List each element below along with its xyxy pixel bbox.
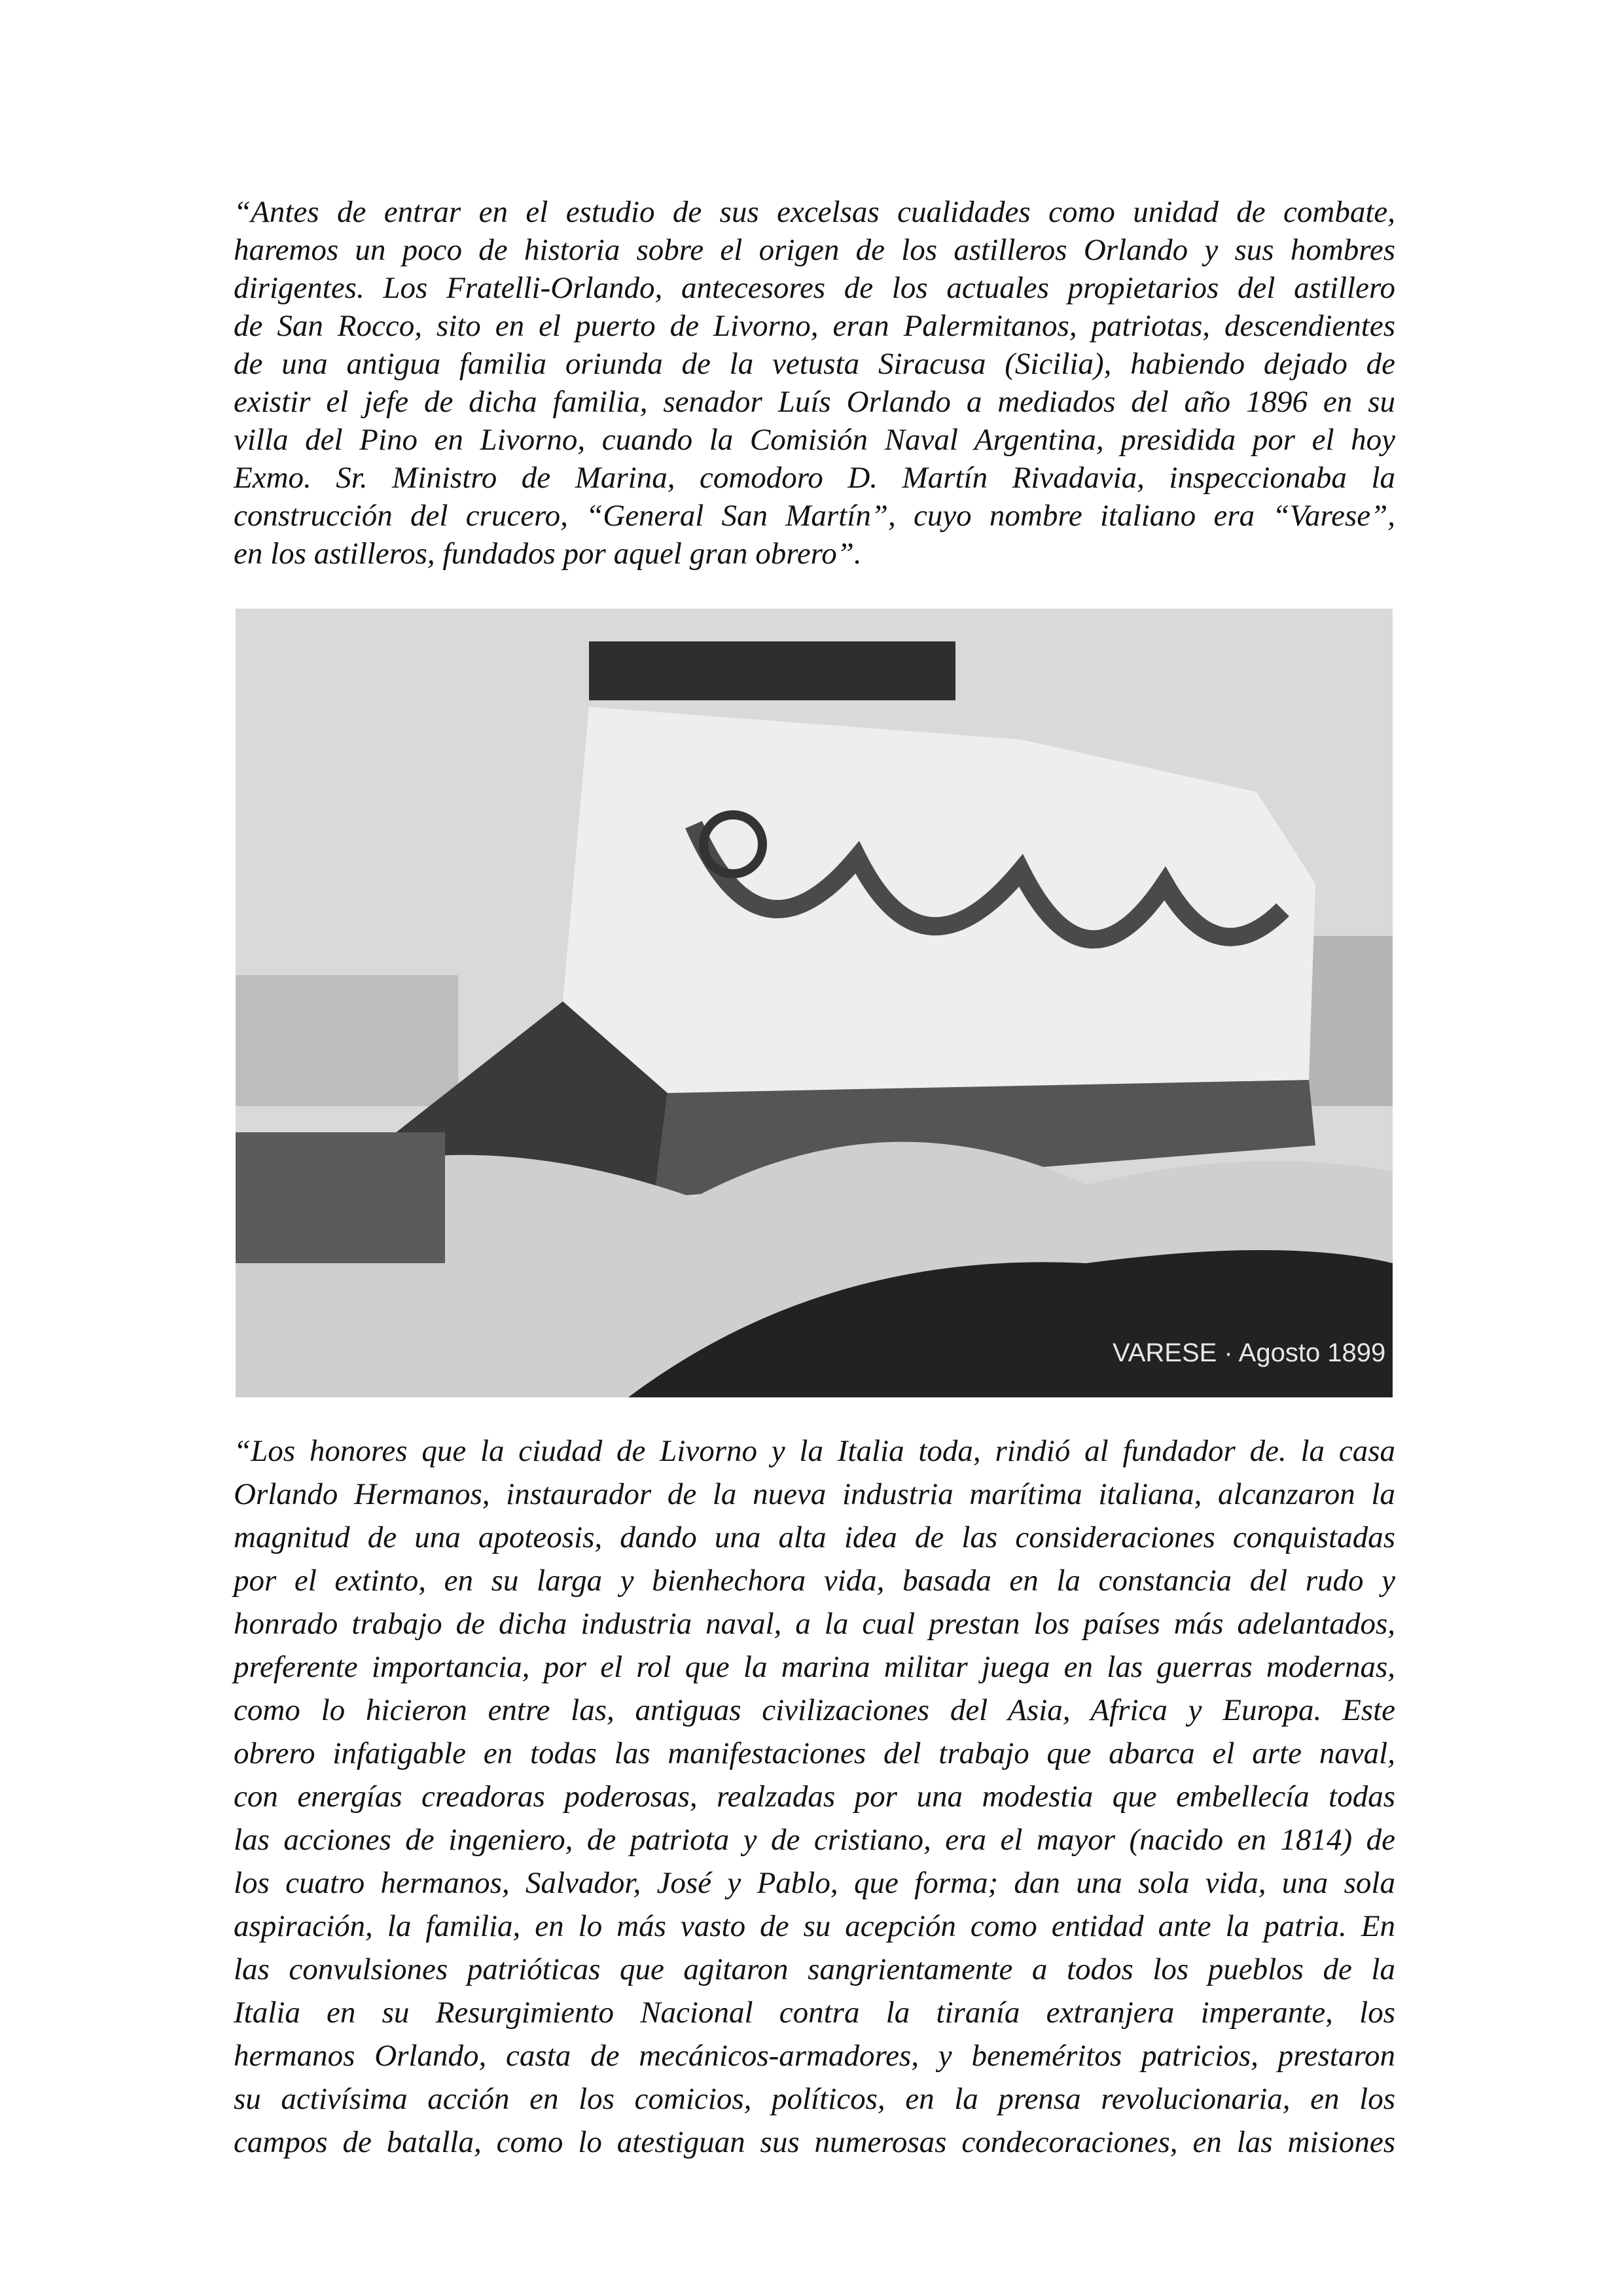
- text-line: como lo hicieron entre las, antiguas civilizaciones del Asia, Africa y Europa. Este: [234, 1693, 1395, 1727]
- text-line: obrero infatigable en todas las manifestaciones del trabajo que abarca el arte naval,: [234, 1736, 1395, 1770]
- boats-left: [236, 1132, 445, 1263]
- harbor-buildings-left: [236, 975, 458, 1106]
- text-line: villa del Pino en Livorno, cuando la Comisión Naval Argentina, presidida por el hoy: [234, 423, 1395, 457]
- text-line: preferente importancia, por el rol que la marina militar juega en las guerras modernas,: [234, 1650, 1395, 1684]
- text-line: Orlando Hermanos, instaurador de la nueva industria marítima italiana, alcanzaron la: [234, 1477, 1395, 1511]
- text-line: honrado trabajo de dicha industria naval, a la cual prestan los países más adelantados,: [234, 1607, 1395, 1641]
- text-line: Italia en su Resurgimiento Nacional contra la tiranía extranjera imperante, los: [234, 1996, 1395, 2030]
- text-line: existir el jefe de dicha familia, senador Luís Orlando a mediados del año 1896 en su: [234, 385, 1395, 419]
- text-line: dirigentes. Los Fratelli-Orlando, antecesores de los actuales propietarios del astillero: [234, 271, 1395, 305]
- text-line: las acciones de ingeniero, de patriota y de cristiano, era el mayor (nacido en 1814) de: [234, 1823, 1395, 1857]
- text-line: su activísima acción en los comicios, políticos, en la prensa revolucionaria, en los: [234, 2082, 1395, 2116]
- text-line: las convulsiones patrióticas que agitaron sangrientamente a todos los pueblos de la: [234, 1952, 1395, 1986]
- text-line: hermanos Orlando, casta de mecánicos-armadores, y beneméritos patricios, prestaron: [234, 2039, 1395, 2073]
- text-line: Exmo. Sr. Ministro de Marina, comodoro D. Martín Rivadavia, inspeccionaba la: [234, 461, 1395, 495]
- text-line: de San Rocco, sito en el puerto de Livorno, eran Palermitanos, patriotas, descendientes: [234, 309, 1395, 343]
- text-line: aspiración, la familia, en lo más vasto de su acepción como entidad ante la patria. En: [234, 1909, 1395, 1943]
- text-line: magnitud de una apoteosis, dando una alta idea de las consideraciones conquistadas: [234, 1520, 1395, 1554]
- text-line: de una antigua familia oriunda de la vetusta Siracusa (Sicilia), habiendo dejado de: [234, 347, 1395, 381]
- text-line: construcción del crucero, “General San Martín”, cuyo nombre italiano era “Varese”,: [234, 499, 1395, 533]
- text-line: “Los honores que la ciudad de Livorno y la Italia toda, rindió al fundador de. la casa: [234, 1434, 1395, 1468]
- paragraph-orlando-honors: [234, 1429, 1395, 2164]
- paragraph-intro-quote: [234, 193, 1395, 573]
- text-line: por el extinto, en su larga y bienhechora vida, basada en la constancia del rudo y: [234, 1564, 1395, 1598]
- text-line: en los astilleros, fundados por aquel gran obrero”.: [234, 537, 862, 571]
- text-line: campos de batalla, como lo atestiguan sus numerosas condecoraciones, en las misiones: [234, 2125, 1395, 2159]
- text-line: con energías creadoras poderosas, realzadas por una modestia que embellecía todas: [234, 1780, 1395, 1814]
- text-line: “Antes de entrar en el estudio de sus excelsas cualidades como unidad de combate,: [234, 195, 1395, 229]
- photo-caption-varese: VARESE · Agosto 1899: [1113, 1338, 1386, 1367]
- crowd-on-deck: [589, 641, 955, 700]
- text-line: haremos un poco de historia sobre el origen de los astilleros Orlando y sus hombres: [234, 233, 1395, 267]
- photo-ship-launch-varese: [236, 609, 1393, 1397]
- ship-launch-illustration: [236, 609, 1393, 1397]
- text-line: los cuatro hermanos, Salvador, José y Pablo, que forma; dan una sola vida, una sola: [234, 1866, 1395, 1900]
